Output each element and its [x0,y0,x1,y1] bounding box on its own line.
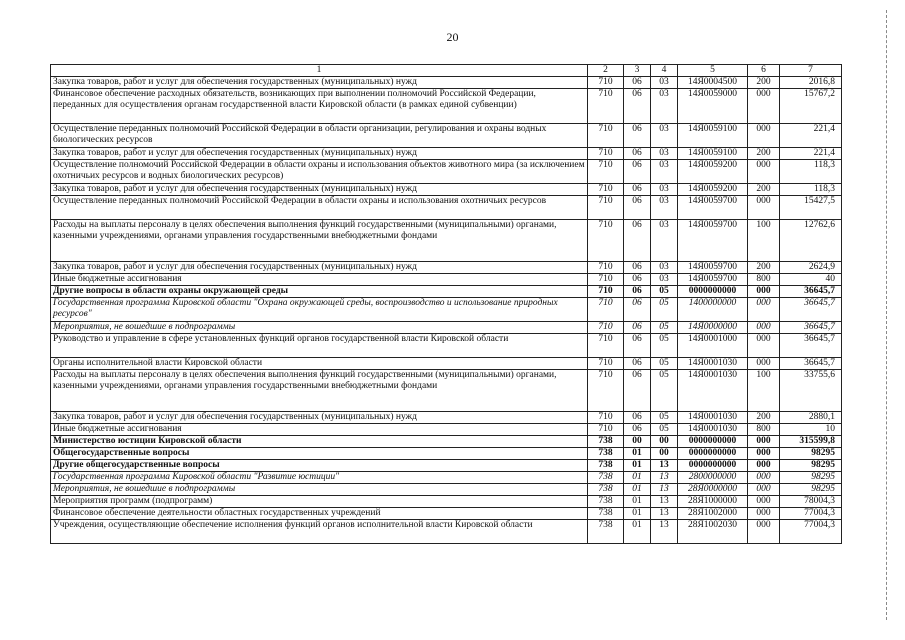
cell-grbs: 710 [588,124,624,148]
cell-section: 06 [624,412,651,424]
cell-section: 06 [624,262,651,274]
cell-name: Общегосударственные вопросы [51,448,588,460]
table-row [51,298,842,322]
cell-subsection: 03 [651,89,678,124]
cell-target-article: 14Я0000000 [678,322,748,334]
cell-amount: 36645,7 [780,358,842,370]
table-row [51,148,842,160]
cell-amount: 221,4 [780,148,842,160]
cell-subsection: 03 [651,262,678,274]
cell-name: Мероприятия, не вошедшие в подпрограммы [51,484,588,496]
cell-expense-type: 000 [748,436,780,448]
cell-subsection: 05 [651,298,678,322]
cell-expense-type: 000 [748,460,780,472]
cell-amount: 36645,7 [780,334,842,358]
cell-section: 01 [624,520,651,544]
cell-amount: 2016,8 [780,77,842,89]
cell-amount: 36645,7 [780,298,842,322]
page-edge-line [886,10,887,620]
cell-target-article: 14Я0001030 [678,412,748,424]
cell-amount: 118,3 [780,184,842,196]
cell-subsection: 13 [651,472,678,484]
cell-grbs: 710 [588,412,624,424]
cell-grbs: 710 [588,334,624,358]
table-row [51,412,842,424]
cell-name: Расходы на выплаты персоналу в целях обеспечения выполнения функций государственными (муниципальными) органами, казенными учреждениями, органами управления государственными внебюджетными фондами [51,220,588,262]
cell-name: Органы исполнительной власти Кировской области [51,358,588,370]
cell-section: 06 [624,220,651,262]
column-header: 4 [651,65,678,77]
cell-grbs: 738 [588,508,624,520]
cell-grbs: 738 [588,520,624,544]
cell-name: Финансовое обеспечение расходных обязательств, возникающих при выполнении полномочий Российской Федерации, переданных для осуществления органам государственной власти Кировской области (в рамках единой субвенции) [51,89,588,124]
cell-name: Другие вопросы в области охраны окружающей среды [51,286,588,298]
cell-section: 06 [624,370,651,412]
cell-name: Расходы на выплаты персоналу в целях обеспечения выполнения функций государственными (муниципальными) органами, казенными учреждениями, органами управления государственными внебюджетными фондами [51,370,588,412]
cell-target-article: 14Я0059100 [678,148,748,160]
cell-name: Руководство и управление в сфере установленных функций органов государственной власти Кировской области [51,334,588,358]
cell-subsection: 13 [651,508,678,520]
cell-amount: 2624,9 [780,262,842,274]
column-header: 6 [748,65,780,77]
cell-grbs: 710 [588,148,624,160]
cell-amount: 10 [780,424,842,436]
cell-grbs: 710 [588,370,624,412]
cell-expense-type: 000 [748,160,780,184]
cell-target-article: 0000000000 [678,460,748,472]
cell-grbs: 738 [588,448,624,460]
table-row [51,286,842,298]
cell-amount: 98295 [780,484,842,496]
cell-expense-type: 200 [748,184,780,196]
cell-name: Закупка товаров, работ и услуг для обеспечения государственных (муниципальных) нужд [51,262,588,274]
cell-section: 06 [624,286,651,298]
cell-amount: 98295 [780,472,842,484]
cell-name: Осуществление полномочий Российской Федерации в области охраны и использования объектов животного мира (за исключением охотничьих ресурсов и водных биологических ресурсов) [51,160,588,184]
cell-subsection: 13 [651,520,678,544]
budget-table [50,64,842,544]
cell-subsection: 13 [651,484,678,496]
cell-name: Закупка товаров, работ и услуг для обеспечения государственных (муниципальных) нужд [51,412,588,424]
cell-section: 06 [624,322,651,334]
cell-grbs: 710 [588,322,624,334]
table-row [51,322,842,334]
cell-grbs: 710 [588,184,624,196]
table-row [51,77,842,89]
cell-grbs: 738 [588,472,624,484]
cell-grbs: 710 [588,286,624,298]
cell-expense-type: 000 [748,358,780,370]
table-row [51,274,842,286]
cell-target-article: 14Я0059100 [678,124,748,148]
cell-target-article: 14Я0059700 [678,262,748,274]
cell-amount: 98295 [780,448,842,460]
table-row [51,220,842,262]
column-header: 2 [588,65,624,77]
column-header: 5 [678,65,748,77]
cell-name: Государственная программа Кировской области "Охрана окружающей среды, воспроизводство и использование природных ресурсов" [51,298,588,322]
cell-amount: 98295 [780,460,842,472]
table-row [51,262,842,274]
table-row [51,484,842,496]
cell-subsection: 03 [651,274,678,286]
cell-name: Мероприятия программ (подпрограмм) [51,496,588,508]
cell-name: Осуществление переданных полномочий Российской Федерации в области охраны и использования охотничьих ресурсов [51,196,588,220]
cell-target-article: 28Я1002000 [678,508,748,520]
cell-expense-type: 100 [748,220,780,262]
cell-section: 01 [624,484,651,496]
cell-expense-type: 800 [748,424,780,436]
cell-target-article: 28Я1000000 [678,496,748,508]
cell-subsection: 03 [651,220,678,262]
cell-expense-type: 000 [748,484,780,496]
cell-section: 01 [624,496,651,508]
cell-grbs: 710 [588,196,624,220]
cell-expense-type: 000 [748,298,780,322]
cell-subsection: 00 [651,436,678,448]
table-row [51,436,842,448]
cell-subsection: 05 [651,358,678,370]
cell-section: 01 [624,472,651,484]
cell-subsection: 03 [651,196,678,220]
cell-expense-type: 000 [748,496,780,508]
cell-section: 01 [624,460,651,472]
cell-expense-type: 000 [748,472,780,484]
cell-target-article: 28Я0000000 [678,484,748,496]
cell-grbs: 738 [588,460,624,472]
cell-name: Учреждения, осуществляющие обеспечение исполнения функций органов исполнительной власти Кировской области [51,520,588,544]
cell-amount: 78004,3 [780,496,842,508]
cell-subsection: 03 [651,77,678,89]
cell-target-article: 14Я0059700 [678,220,748,262]
cell-expense-type: 000 [748,508,780,520]
cell-name: Закупка товаров, работ и услуг для обеспечения государственных (муниципальных) нужд [51,148,588,160]
cell-expense-type: 000 [748,89,780,124]
cell-grbs: 738 [588,436,624,448]
cell-grbs: 710 [588,77,624,89]
cell-subsection: 03 [651,160,678,184]
cell-name: Государственная программа Кировской области "Развитие юстиции" [51,472,588,484]
cell-subsection: 05 [651,412,678,424]
cell-expense-type: 800 [748,274,780,286]
cell-subsection: 13 [651,460,678,472]
cell-name: Мероприятия, не вошедшие в подпрограммы [51,322,588,334]
table-row [51,160,842,184]
cell-section: 06 [624,160,651,184]
cell-expense-type: 000 [748,322,780,334]
cell-amount: 77004,3 [780,520,842,544]
cell-subsection: 13 [651,496,678,508]
cell-expense-type: 200 [748,77,780,89]
cell-amount: 2880,1 [780,412,842,424]
table-row [51,508,842,520]
cell-target-article: 2800000000 [678,472,748,484]
table-row [51,472,842,484]
cell-subsection: 03 [651,124,678,148]
cell-target-article: 0000000000 [678,286,748,298]
cell-name: Закупка товаров, работ и услуг для обеспечения государственных (муниципальных) нужд [51,184,588,196]
cell-subsection: 05 [651,322,678,334]
table-row [51,520,842,544]
cell-grbs: 710 [588,274,624,286]
cell-subsection: 05 [651,424,678,436]
cell-expense-type: 000 [748,286,780,298]
cell-target-article: 14Я0001000 [678,334,748,358]
cell-section: 06 [624,274,651,286]
table-row [51,448,842,460]
cell-amount: 36645,7 [780,322,842,334]
cell-section: 06 [624,334,651,358]
cell-grbs: 710 [588,358,624,370]
cell-expense-type: 200 [748,148,780,160]
cell-subsection: 05 [651,334,678,358]
table-row [51,496,842,508]
cell-target-article: 14Я0059200 [678,184,748,196]
cell-subsection: 00 [651,448,678,460]
cell-subsection: 05 [651,286,678,298]
cell-target-article: 14Я0059000 [678,89,748,124]
cell-amount: 221,4 [780,124,842,148]
cell-section: 06 [624,358,651,370]
cell-name: Осуществление переданных полномочий Российской Федерации в области организации, регулирования и охраны водных биологических ресурсов [51,124,588,148]
cell-target-article: 14Я0059700 [678,274,748,286]
cell-name: Министерство юстиции Кировской области [51,436,588,448]
cell-name: Другие общегосударственные вопросы [51,460,588,472]
cell-section: 06 [624,424,651,436]
cell-section: 06 [624,148,651,160]
cell-name: Закупка товаров, работ и услуг для обеспечения государственных (муниципальных) нужд [51,77,588,89]
cell-section: 06 [624,77,651,89]
cell-target-article: 14Я0059200 [678,160,748,184]
cell-section: 06 [624,124,651,148]
cell-expense-type: 000 [748,124,780,148]
table-row [51,124,842,148]
cell-grbs: 738 [588,484,624,496]
cell-amount: 15767,2 [780,89,842,124]
cell-section: 01 [624,448,651,460]
cell-grbs: 738 [588,496,624,508]
cell-amount: 36645,7 [780,286,842,298]
cell-subsection: 03 [651,184,678,196]
table-row [51,460,842,472]
cell-grbs: 710 [588,160,624,184]
cell-target-article: 0000000000 [678,448,748,460]
header-row [51,65,842,77]
column-header: 3 [624,65,651,77]
cell-amount: 40 [780,274,842,286]
column-header: 7 [780,65,842,77]
cell-amount: 315599,8 [780,436,842,448]
cell-expense-type: 000 [748,196,780,220]
cell-target-article: 1400000000 [678,298,748,322]
cell-target-article: 14Я0001030 [678,358,748,370]
table-row [51,370,842,412]
cell-amount: 33755,6 [780,370,842,412]
cell-name: Иные бюджетные ассигнования [51,424,588,436]
cell-amount: 77004,3 [780,508,842,520]
cell-grbs: 710 [588,262,624,274]
cell-grbs: 710 [588,298,624,322]
cell-grbs: 710 [588,89,624,124]
cell-subsection: 03 [651,148,678,160]
cell-expense-type: 200 [748,412,780,424]
cell-section: 01 [624,508,651,520]
cell-section: 06 [624,298,651,322]
table-row [51,89,842,124]
cell-section: 06 [624,196,651,220]
cell-grbs: 710 [588,220,624,262]
cell-target-article: 14Я0001030 [678,424,748,436]
cell-grbs: 710 [588,424,624,436]
table-row [51,184,842,196]
cell-name: Иные бюджетные ассигнования [51,274,588,286]
cell-amount: 118,3 [780,160,842,184]
table-row [51,334,842,358]
cell-target-article: 14Я0059700 [678,196,748,220]
cell-expense-type: 000 [748,448,780,460]
cell-expense-type: 000 [748,520,780,544]
table-row [51,424,842,436]
cell-name: Финансовое обеспечение деятельности областных государственных учреждений [51,508,588,520]
table-row [51,196,842,220]
cell-expense-type: 000 [748,334,780,358]
column-header: 1 [51,65,588,77]
table-row [51,358,842,370]
cell-section: 00 [624,436,651,448]
cell-expense-type: 200 [748,262,780,274]
cell-expense-type: 100 [748,370,780,412]
cell-section: 06 [624,184,651,196]
cell-target-article: 14Я0004500 [678,77,748,89]
cell-target-article: 14Я0001030 [678,370,748,412]
cell-amount: 12762,6 [780,220,842,262]
cell-target-article: 0000000000 [678,436,748,448]
cell-section: 06 [624,89,651,124]
cell-amount: 15427,5 [780,196,842,220]
cell-subsection: 05 [651,370,678,412]
cell-target-article: 28Я1002030 [678,520,748,544]
page-number: 20 [446,30,459,44]
